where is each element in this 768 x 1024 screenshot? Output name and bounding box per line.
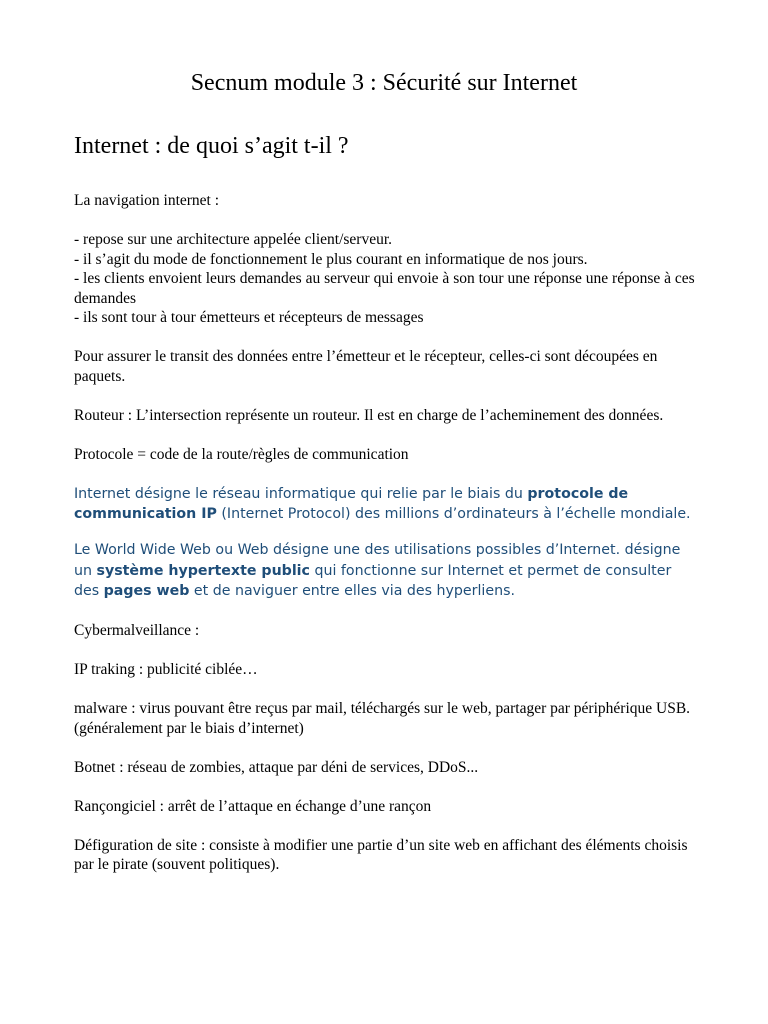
list-item: - repose sur une architecture appelée client/serveur. (74, 231, 393, 248)
list-item: - il s’agit du mode de fonctionnement le plus courant en informatique de nos jours. (74, 250, 588, 268)
bullet-list (74, 230, 700, 328)
document-body (74, 128, 700, 894)
web-definition-text: Le World Wide Web ou Web désigne une des utilisations possibles d’Internet. désigne un (74, 542, 681, 579)
malware-paragraph: malware : virus pouvant être reçus par mail, téléchargés sur le web, partager par périphérique USB. (généralement par le biais d’internet) (74, 700, 691, 737)
protocole-paragraph: Protocole = code de la route/règles de communication (74, 445, 409, 463)
web-definition-bold: système hypertexte public (96, 562, 310, 579)
botnet-paragraph: Botnet : réseau de zombies, attaque par déni de services, DDoS... (74, 758, 479, 776)
web-definition (74, 540, 700, 601)
web-definition-text: et de naviguer entre elles via des hyperliens. (189, 583, 515, 600)
ip-tracking-paragraph: IP traking : publicité ciblée… (74, 661, 258, 679)
list-item: - ils sont tour à tour émetteurs et récepteurs de messages (74, 309, 424, 326)
transit-paragraph: Pour assurer le transit des données entre l’émetteur et le récepteur, celles-ci sont découpées en paquets. (74, 348, 658, 385)
web-definition-bold: pages web (103, 583, 190, 600)
defiguration-paragraph: Défiguration de site : consiste à modifier une partie d’un site web en affichant des éléments choisis par le pirate (souvent politiques). (74, 836, 688, 874)
web-definition-text: qui fonctionne sur Internet et permet de consulter des (74, 562, 672, 600)
routeur-paragraph: Routeur : L’intersection représente un routeur. Il est en charge de l’acheminement des données. (74, 406, 664, 424)
section-heading: Internet : de quoi s’agit t-il ? (74, 133, 349, 159)
cyber-heading: Cybermalveillance : (74, 622, 200, 640)
document-title: Secnum module 3 : Sécurité sur Internet (190, 70, 578, 96)
intro-paragraph: La navigation internet : (74, 192, 220, 209)
internet-definition-bold: protocole de communication IP (74, 485, 629, 522)
internet-definition (74, 484, 700, 525)
list-item: - les clients envoient leurs demandes au serveur qui envoie à son tour une réponse une réponse à ces demandes (74, 270, 695, 307)
rancongiciel-paragraph: Rançongiciel : arrêt de l’attaque en échange d’une rançon (74, 797, 432, 815)
internet-definition-text: Internet désigne le réseau informatique qui relie par le biais du (74, 485, 528, 502)
internet-definition-text: (Internet Protocol) des millions d’ordinateurs à l’échelle mondiale. (216, 505, 691, 522)
